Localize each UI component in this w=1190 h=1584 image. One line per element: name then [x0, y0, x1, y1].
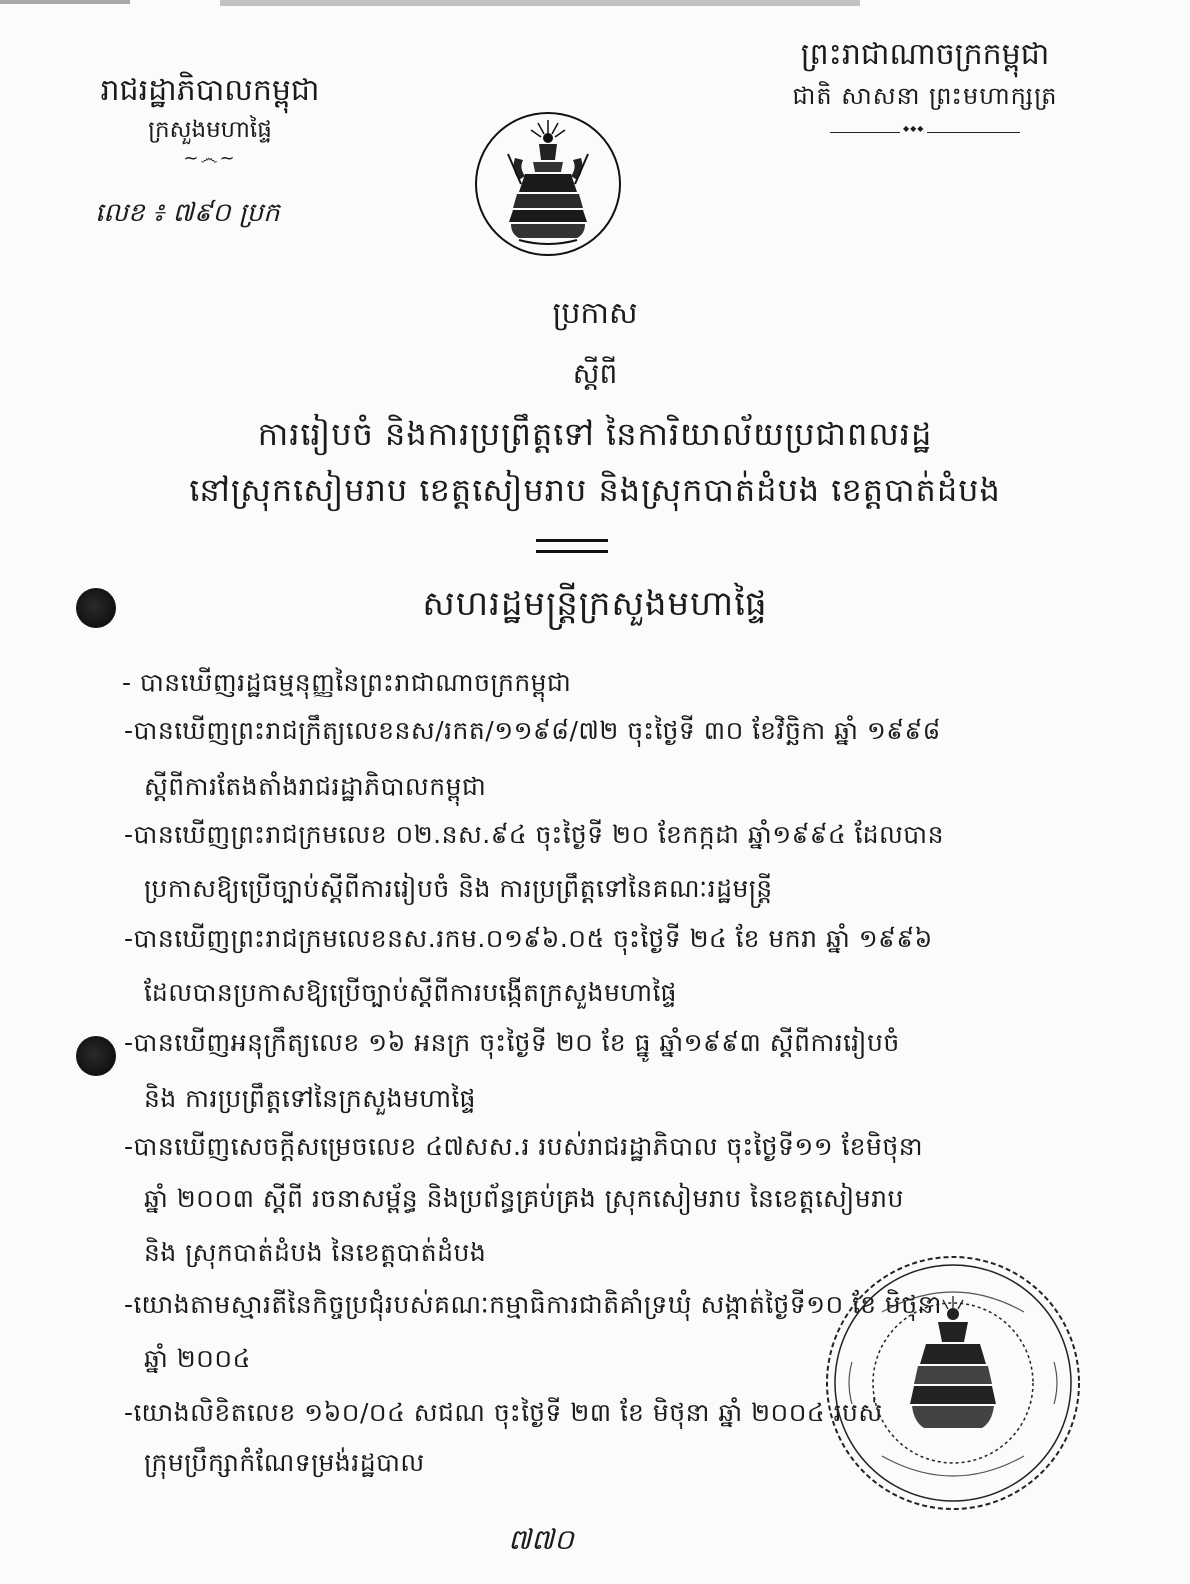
national-motto: ជាតិ សាសនា ព្រះមហាក្សត្រ [792, 82, 1058, 110]
punch-hole [76, 588, 116, 628]
issuing-authority: សហរដ្ឋមន្ត្រីក្រសួងមហាផ្ទៃ [422, 584, 768, 624]
kingdom-header [755, 32, 1095, 138]
kingdom-name: ព្រះរាជាណាចក្រកម្ពុជា [800, 37, 1050, 72]
ministry-name: ក្រសួងមហាផ្ទៃ [148, 117, 272, 143]
recital-6-line-1: -បានឃើញសេចក្ដីសម្រេចលេខ ៤៧សស.រ របស់រាជរដ្ឋាភិបាល ចុះថ្ងៃទី១១ ខែមិថុនា [124, 1132, 924, 1161]
punch-hole [76, 1036, 116, 1076]
recital-8-line-1: -យោងលិខិតលេខ ១៦០/០៤ សជណ ចុះថ្ងៃទី ២៣ ខែ មិថុនា ឆ្នាំ ២០០៤ របស់ [124, 1398, 883, 1427]
scan-artifact [0, 0, 130, 4]
ornamental-rule [830, 128, 1020, 138]
recital-6-line-2: ឆ្នាំ ២០០៣ ស្ដីពី រចនាសម្ព័ន្ធ និងប្រព័ន្ធគ្រប់គ្រង ស្រុកសៀមរាប នៃខេត្តសៀមរាប [144, 1184, 904, 1213]
issuer-header [60, 70, 360, 170]
recital-5-line-1: -បានឃើញអនុក្រឹត្យលេខ ១៦ អនក្រ ចុះថ្ងៃទី ២០ ខែ ធ្នូ ឆ្នាំ១៩៩៣ ស្ដីពីការរៀបចំ [124, 1028, 900, 1057]
title-divider [536, 539, 608, 553]
recital-3-line-2: ប្រកាសឱ្យប្រើច្បាប់ស្ដីពីការរៀបចំ និង ការប្រព្រឹត្តទៅនៃគណៈរដ្ឋមន្ត្រី [144, 874, 773, 903]
recital-6-line-3: និង ស្រុកបាត់ដំបង នៃខេត្តបាត់ដំបង [144, 1238, 487, 1267]
recital-3-line-1: -បានឃើញព្រះរាជក្រមលេខ ០២.នស.៩៤ ចុះថ្ងៃទី ២០ ខែកក្កដា ឆ្នាំ១៩៩៤ ដែលបាន [124, 820, 944, 849]
royal-emblem-icon [473, 110, 623, 258]
reference-number: លេខ ៖ ៧៩០ ប្រក [95, 198, 280, 228]
recital-2-line-1: -បានឃើញព្រះរាជក្រឹត្យលេខនស/រកត/១១៩៨/៧២ ចុះថ្ងៃទី ៣០ ខែវិច្ឆិកា ឆ្នាំ ១៩៩៨ [124, 716, 941, 745]
recital-4-line-2: ដែលបានប្រកាសឱ្យប្រើច្បាប់ស្ដីពីការបង្កើតក្រសួងមហាផ្ទៃ [144, 978, 677, 1007]
recital-8-line-2: ក្រុមប្រឹក្សាកំណែទម្រង់រដ្ឋបាល [144, 1448, 425, 1477]
document-type: ប្រកាស [552, 296, 638, 331]
subject-label: ស្ដីពី [572, 357, 618, 390]
official-seal-icon [822, 1252, 1084, 1514]
recital-2-line-2: ស្ដីពីការតែងតាំងរាជរដ្ឋាភិបាលកម្ពុជា [144, 772, 487, 801]
recital-7-line-2: ឆ្នាំ ២០០៤ [144, 1344, 251, 1373]
government-name: រាជរដ្ឋាភិបាលកម្ពុជា [100, 73, 320, 108]
recital-5-line-2: និង ការប្រព្រឹត្តទៅនៃក្រសួងមហាផ្ទៃ [144, 1084, 476, 1113]
scan-artifact [220, 0, 860, 6]
ornament: ~෴~ [183, 148, 237, 169]
recital-1: - បានឃើញរដ្ឋធម្មនុញ្ញនៃព្រះរាជាណាចក្រកម្ពុជា [122, 668, 572, 697]
page-number: ៧៧០ [508, 1523, 574, 1556]
recital-7-line-1: -យោងតាមស្មារតីនៃកិច្ចប្រជុំរបស់គណៈកម្មាធិការជាតិគាំទ្រឃុំ សង្កាត់ថ្ងៃទី១០ ខែ មិថុនា [124, 1290, 942, 1319]
subject-line-1: ការរៀបចំ និងការប្រព្រឹត្តទៅ នៃការិយាល័យប្រជាពលរដ្ឋ [257, 415, 933, 453]
recital-4-line-1: -បានឃើញព្រះរាជក្រមលេខនស.រកម.០១៩៦.០៥ ចុះថ្ងៃទី ២៤ ខែ មករា ឆ្នាំ ១៩៩៦ [124, 924, 933, 953]
subject-line-2: នៅស្រុកសៀមរាប ខេត្តសៀមរាប និងស្រុកបាត់ដំបង ខេត្តបាត់ដំបង [189, 471, 1001, 509]
